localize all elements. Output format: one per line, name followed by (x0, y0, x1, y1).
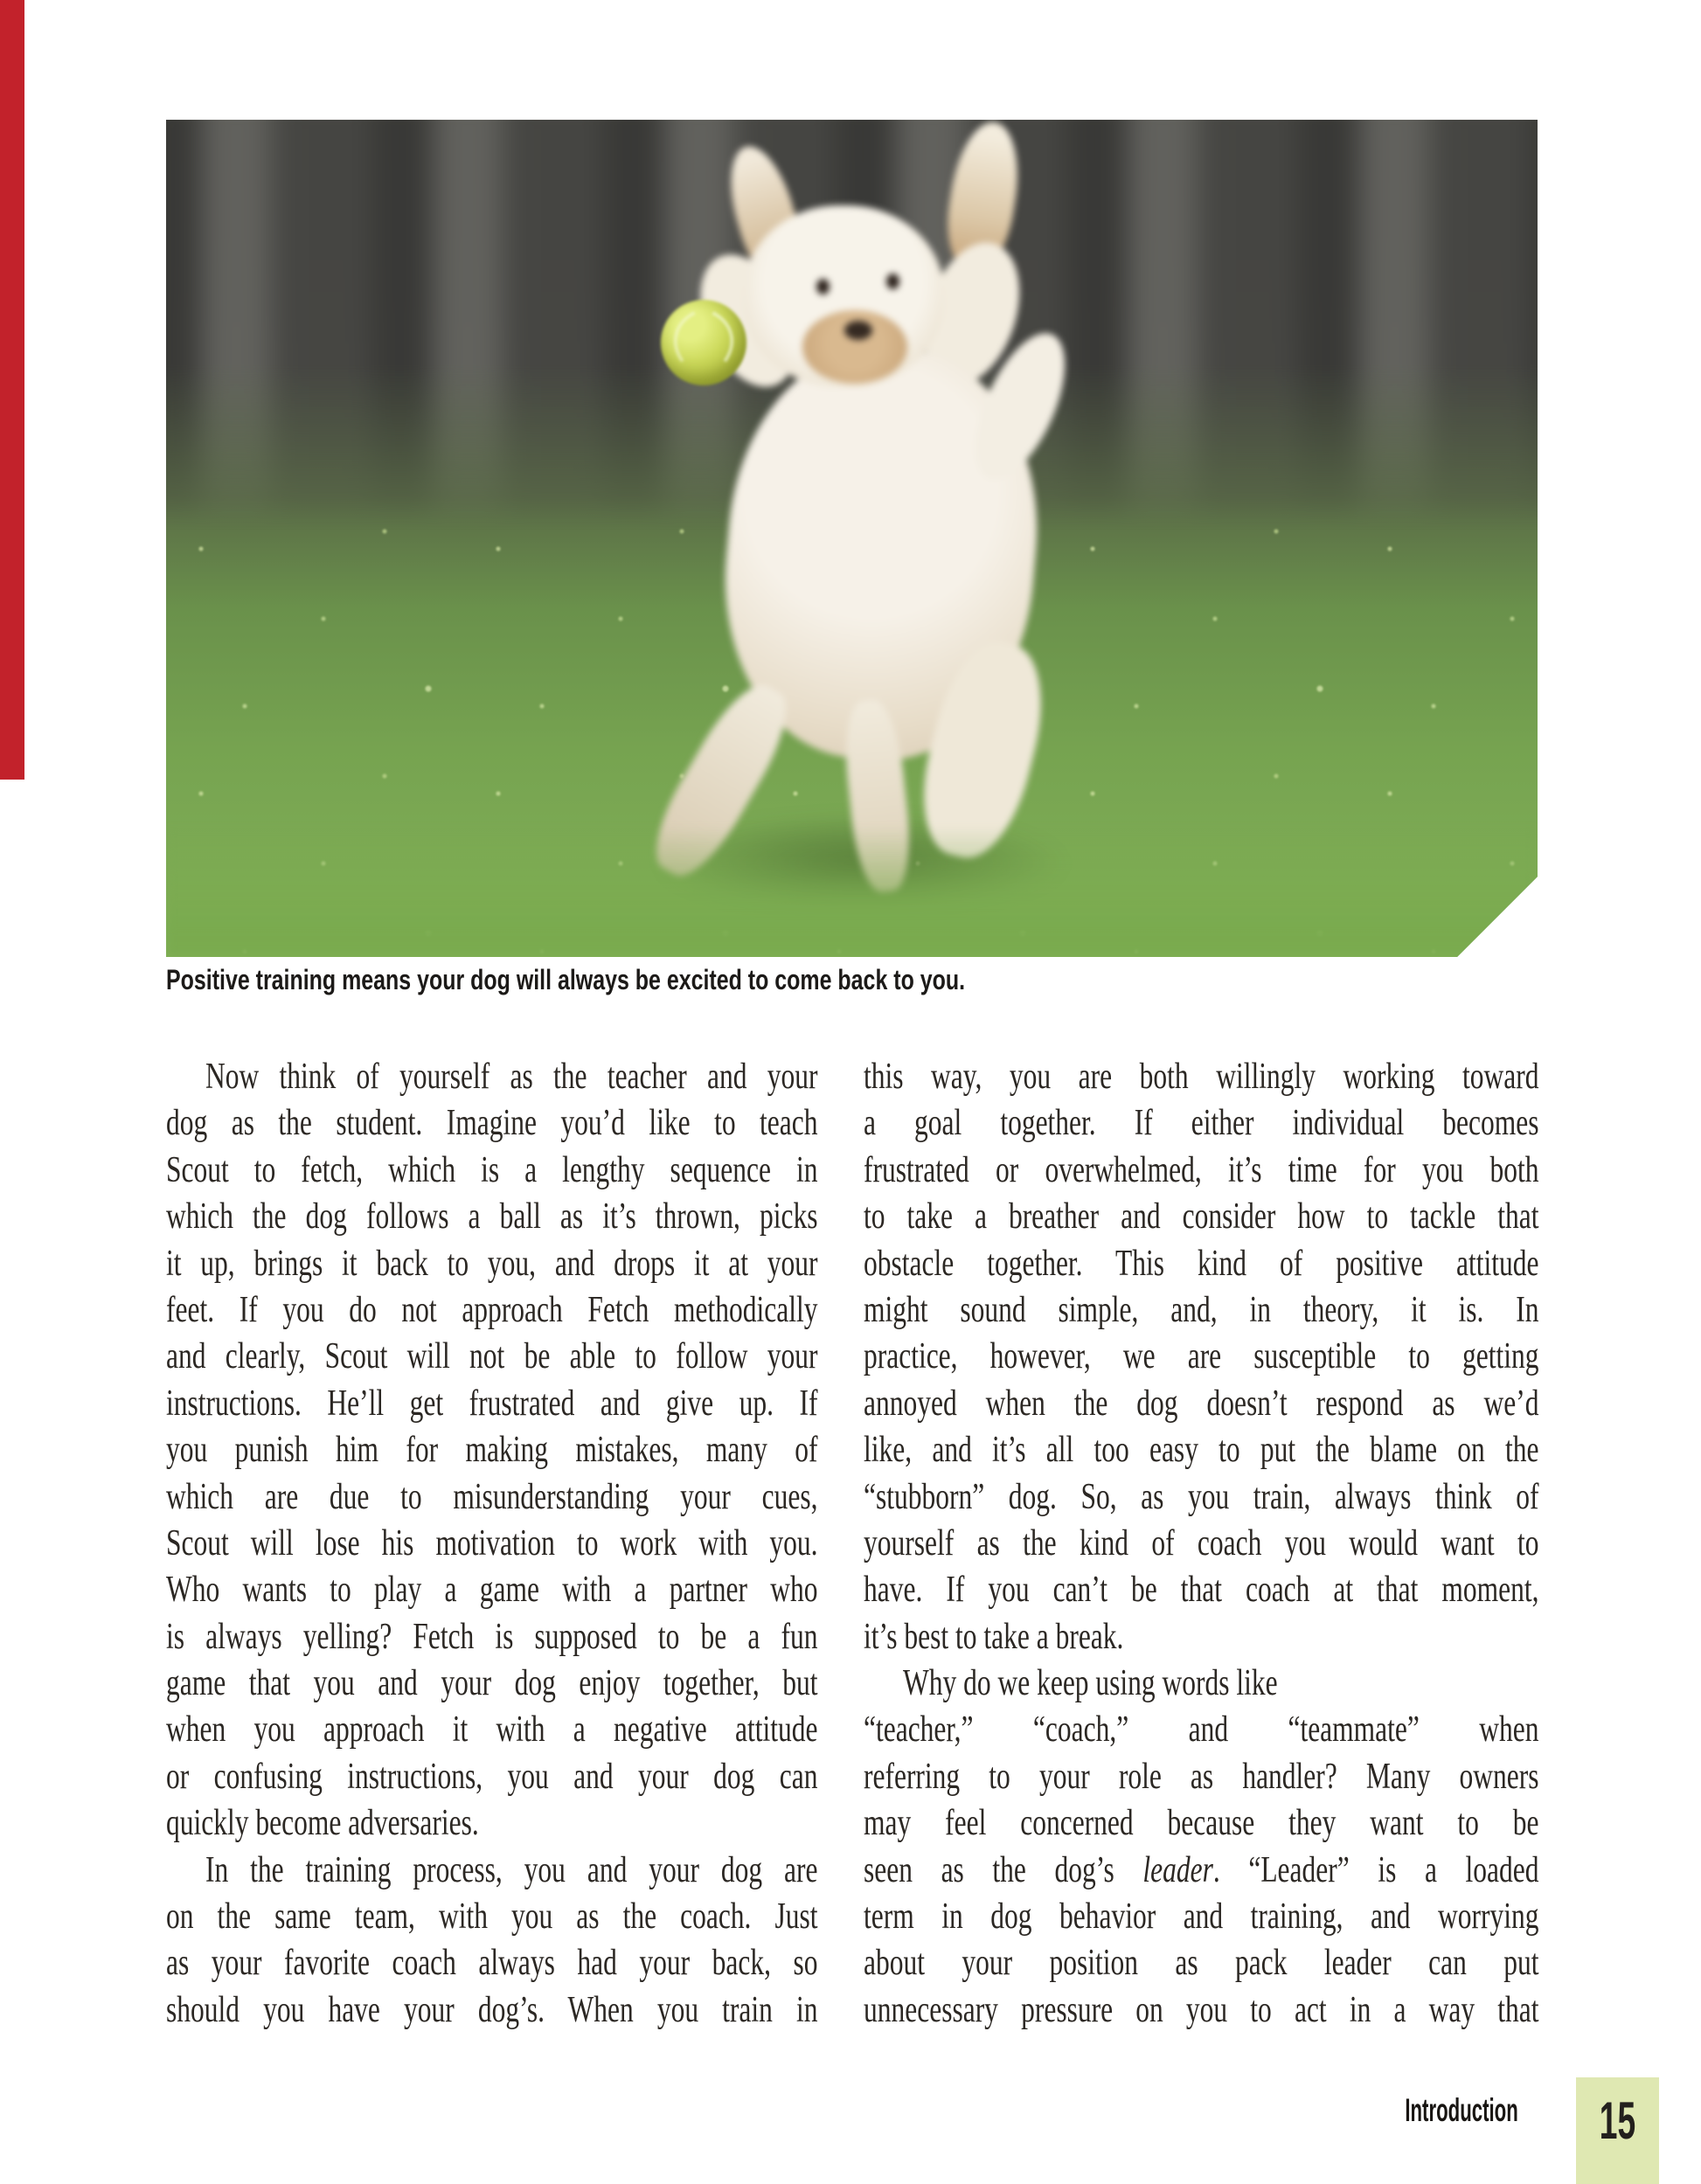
text-line: on the same team, with you as the coach. Just (166, 1896, 818, 1938)
text-line: obstacle together. This kind of positive attitude (864, 1243, 1539, 1284)
page-number-tab (1576, 2077, 1659, 2184)
tennis-ball (661, 300, 746, 385)
footer-section-label: Introduction (1405, 2092, 1518, 2128)
text-line: game that you and your dog enjoy together, but (166, 1663, 818, 1704)
text-line: like, and it’s all too easy to put the blame on the (864, 1430, 1539, 1471)
text-line: have. If you can’t be that coach at that moment, (864, 1570, 1539, 1611)
text-line: as your favorite coach always had your back, so (166, 1943, 818, 1984)
text-line: “teacher,” “coach,” and “teammate” when (864, 1709, 1539, 1751)
text-line: practice, however, we are susceptible to getting (864, 1336, 1539, 1377)
text-line: to take a breather and consider how to tackle that (864, 1196, 1539, 1238)
text-line: Scout will lose his motivation to work with you. (166, 1522, 818, 1563)
text-line: might sound simple, and, in theory, it is. In (864, 1289, 1539, 1330)
text-line: it’s best to take a break. (864, 1616, 1124, 1657)
photo-foreground-grass (166, 826, 1538, 957)
text-line: annoyed when the dog doesn’t respond as we’d (864, 1383, 1539, 1424)
text-line: Who wants to play a game with a partner who (166, 1570, 818, 1611)
text-line: Now think of yourself as the teacher and your (205, 1057, 818, 1097)
text-line: referring to your role as handler? Many owners (864, 1756, 1539, 1797)
text-line: you punish him for making mistakes, many of (166, 1430, 818, 1471)
text-line: In the training process, you and your dog are (205, 1849, 818, 1890)
text-line: dog as the student. Imagine you’d like to teach (166, 1103, 818, 1144)
text-line: unnecessary pressure on you to act in a way that (864, 1989, 1539, 2030)
text-line: which the dog follows a ball as it’s thrown, picks (166, 1196, 818, 1238)
page-number: 15 (1599, 2091, 1636, 2150)
text-line: should you have your dog’s. When you train in (166, 1989, 818, 2030)
text-line: yourself as the kind of coach you would want to (864, 1522, 1539, 1563)
text-line: instructions. He’ll get frustrated and give up. If (166, 1383, 818, 1424)
text-line: when you approach it with a negative attitude (166, 1709, 818, 1751)
text-line: “stubborn” dog. So, as you train, always think of (864, 1476, 1539, 1517)
dog-eye-right (886, 274, 899, 289)
text-line: frustrated or overwhelmed, it’s time for you both (864, 1149, 1539, 1190)
text-line: term in dog behavior and training, and worrying (864, 1896, 1539, 1938)
text-line: is always yelling? Fetch is supposed to be a fun (166, 1616, 818, 1657)
text-line: may feel concerned because they want to be (864, 1803, 1539, 1844)
chapter-edge-tab (0, 0, 24, 780)
right-column (864, 1054, 1701, 2034)
photo-caption: Positive training means your dog will always be excited to come back to you. (166, 964, 966, 995)
dog-nose (844, 321, 872, 340)
text-line: this way, you are both willingly working toward (864, 1057, 1539, 1097)
text-line: Scout to fetch, which is a lengthy sequence in (166, 1149, 818, 1190)
text-line: about your position as pack leader can put (864, 1943, 1539, 1984)
text-line: a goal together. If either individual becomes (864, 1103, 1539, 1144)
text-line: or confusing instructions, you and your dog can (166, 1756, 818, 1797)
text-line: Why do we keep using words like (903, 1663, 1278, 1704)
dog-photo (166, 120, 1538, 957)
dog-eye-left (816, 279, 830, 295)
text-line: quickly become adversaries. (166, 1803, 479, 1844)
text-line: it up, brings it back to you, and drops it at your (166, 1243, 818, 1284)
text-line: which are due to misunderstanding your cues, (166, 1476, 818, 1517)
text-line: and clearly, Scout will not be able to follow your (166, 1336, 818, 1377)
text-line: feet. If you do not approach Fetch methodically (166, 1289, 818, 1330)
text-line: seen as the dog’s leader. “Leader” is a loaded (864, 1849, 1539, 1890)
